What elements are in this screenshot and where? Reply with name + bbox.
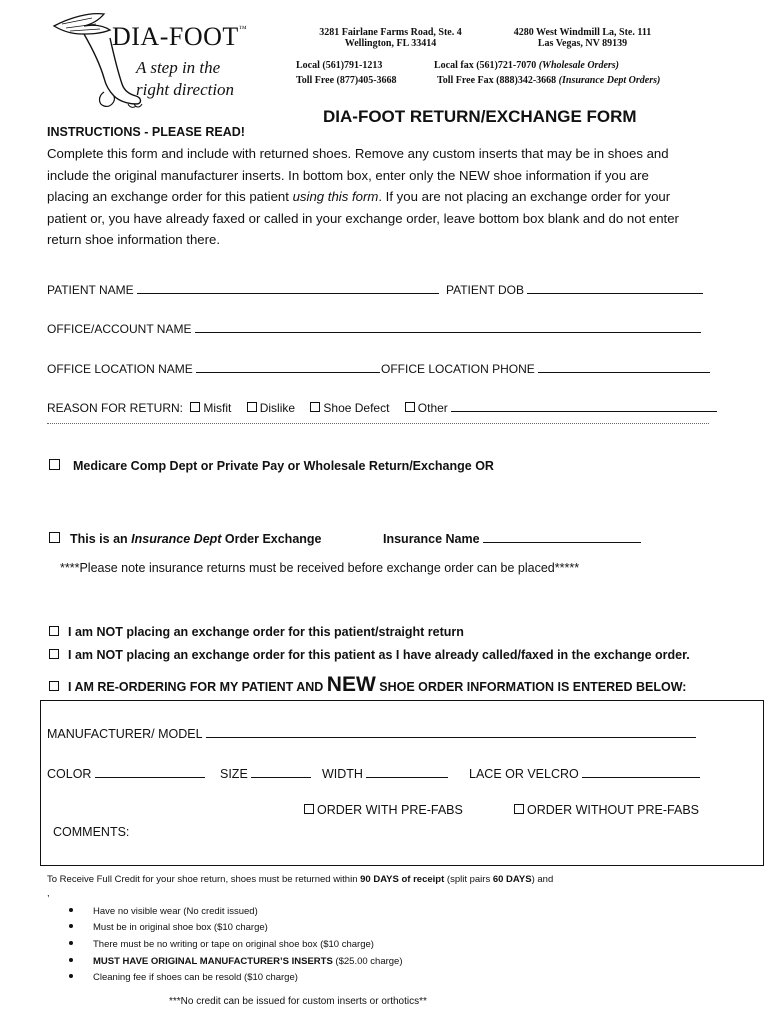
bullet-item: Cleaning fee if shoes can be resold ($10 charge) bbox=[69, 972, 298, 983]
page-title: DIA-FOOT RETURN/EXCHANGE FORM bbox=[323, 107, 637, 126]
size-label: SIZE bbox=[220, 767, 248, 781]
with-prefabs-checkbox[interactable]: ORDER WITH PRE-FABS bbox=[304, 803, 463, 817]
lace-input[interactable] bbox=[582, 766, 700, 778]
size-row bbox=[220, 766, 311, 781]
lace-row bbox=[469, 766, 700, 781]
width-input[interactable] bbox=[366, 766, 448, 778]
not-placing-already-called[interactable]: I am NOT placing an exchange order for this patient as I have already called/faxed in the exchange order. bbox=[49, 648, 690, 662]
comments-label: COMMENTS: bbox=[53, 825, 130, 839]
lace-label: LACE OR VELCRO bbox=[469, 767, 579, 781]
dotted-divider bbox=[47, 423, 709, 424]
patient-name-label: PATIENT NAME bbox=[47, 283, 134, 297]
patient-dob-input[interactable] bbox=[527, 282, 703, 294]
reason-misfit-checkbox[interactable]: Misfit bbox=[190, 401, 231, 415]
color-row bbox=[47, 766, 205, 781]
manufacturer-label: MANUFACTURER/ MODEL bbox=[47, 727, 203, 741]
toll-free-phone: Toll Free (877)405-3668 bbox=[296, 75, 397, 86]
size-input[interactable] bbox=[251, 766, 311, 778]
bullet-item: Must be in original shoe box ($10 charge) bbox=[69, 922, 268, 933]
reason-other-checkbox[interactable]: Other bbox=[405, 401, 448, 415]
insurance-name-row bbox=[383, 531, 641, 546]
reason-other-input[interactable] bbox=[451, 400, 717, 412]
medicare-option[interactable]: Medicare Comp Dept or Private Pay or Wholesale Return/Exchange OR bbox=[49, 459, 494, 473]
no-credit-note: ***No credit can be issued for custom inserts or orthotics** bbox=[169, 996, 427, 1007]
office-phone-input[interactable] bbox=[538, 361, 710, 373]
bullet-item: Have no visible wear (No credit issued) bbox=[69, 906, 258, 917]
patient-name-input[interactable] bbox=[137, 282, 439, 294]
color-label: COLOR bbox=[47, 767, 92, 781]
office-account-input[interactable] bbox=[195, 321, 701, 333]
reason-label: REASON FOR RETURN: bbox=[47, 401, 184, 415]
tagline-line1: A step in the bbox=[136, 58, 221, 77]
local-fax: Local fax (561)721-7070 (Wholesale Orders) bbox=[434, 60, 619, 71]
instructions-body: Complete this form and include with returned shoes. Remove any custom inserts that may be in shoes and include the original manufacturer inserts. In bottom box, enter only the NEW shoe information if you are placing an exchange order for this patient using this form. If you are not placing an exchange order for your patient or, you have already faxed or called in your exchange order, leave bottom box blank and do not enter return shoe information there. bbox=[47, 146, 679, 247]
not-placing-straight-return[interactable]: I am NOT placing an exchange order for this patient/straight return bbox=[49, 625, 464, 639]
patient-dob-label: PATIENT DOB bbox=[446, 283, 525, 297]
insurance-option[interactable]: This is an Insurance Dept Order Exchange bbox=[49, 532, 322, 546]
address-las-vegas: 4280 West Windmill La, Ste. 111 Las Vegas, NV 89139 bbox=[513, 27, 652, 49]
office-location-input[interactable] bbox=[196, 361, 380, 373]
reason-dislike-checkbox[interactable]: Dislike bbox=[247, 401, 295, 415]
stray-comma: , bbox=[47, 888, 50, 899]
bullet-item: MUST HAVE ORIGINAL MANUFACTURER’S INSERTS ($25.00 charge) bbox=[69, 956, 403, 967]
manufacturer-row bbox=[47, 726, 696, 741]
reason-row bbox=[47, 400, 717, 415]
trademark: ™ bbox=[238, 24, 248, 33]
office-phone-row bbox=[381, 361, 710, 376]
insurance-note: ****Please note insurance returns must be received before exchange order can be placed***** bbox=[60, 561, 580, 575]
order-box bbox=[40, 700, 764, 866]
instructions-heading: INSTRUCTIONS - PLEASE READ! bbox=[47, 125, 245, 139]
reordering-option[interactable]: I AM RE-ORDERING FOR MY PATIENT AND NEW SHOE ORDER INFORMATION IS ENTERED BELOW: bbox=[49, 673, 686, 697]
without-prefabs-checkbox[interactable]: ORDER WITHOUT PRE-FABS bbox=[514, 803, 699, 817]
address-wellington: 3281 Fairlane Farms Road, Ste. 4 Wellington, FL 33414 bbox=[319, 27, 462, 49]
local-phone: Local (561)791-1213 bbox=[296, 60, 383, 71]
width-label: WIDTH bbox=[322, 767, 363, 781]
credit-terms: To Receive Full Credit for your shoe return, shoes must be returned within 90 DAYS of receipt (split pairs 60 DAYS) and bbox=[47, 874, 554, 885]
toll-free-fax: Toll Free Fax (888)342-3668 (Insurance Dept Orders) bbox=[437, 75, 661, 86]
logo bbox=[44, 8, 254, 112]
office-account-label: OFFICE/ACCOUNT NAME bbox=[47, 322, 192, 336]
office-location-row bbox=[47, 361, 380, 376]
reason-defect-checkbox[interactable]: Shoe Defect bbox=[310, 401, 389, 415]
bullet-item: There must be no writing or tape on original shoe box ($10 charge) bbox=[69, 939, 374, 950]
office-account-row bbox=[47, 321, 701, 336]
patient-dob-row bbox=[446, 282, 703, 297]
office-phone-label: OFFICE LOCATION PHONE bbox=[381, 362, 535, 376]
insurance-name-input[interactable] bbox=[483, 531, 641, 543]
color-input[interactable] bbox=[95, 766, 205, 778]
insurance-name-label: Insurance Name bbox=[383, 532, 480, 546]
manufacturer-input[interactable] bbox=[206, 726, 696, 738]
width-row bbox=[322, 766, 448, 781]
office-location-label: OFFICE LOCATION NAME bbox=[47, 362, 193, 376]
brand-name: DIA-FOOT bbox=[112, 22, 239, 51]
tagline-line2: right direction bbox=[136, 80, 235, 99]
patient-name-row bbox=[47, 282, 439, 297]
